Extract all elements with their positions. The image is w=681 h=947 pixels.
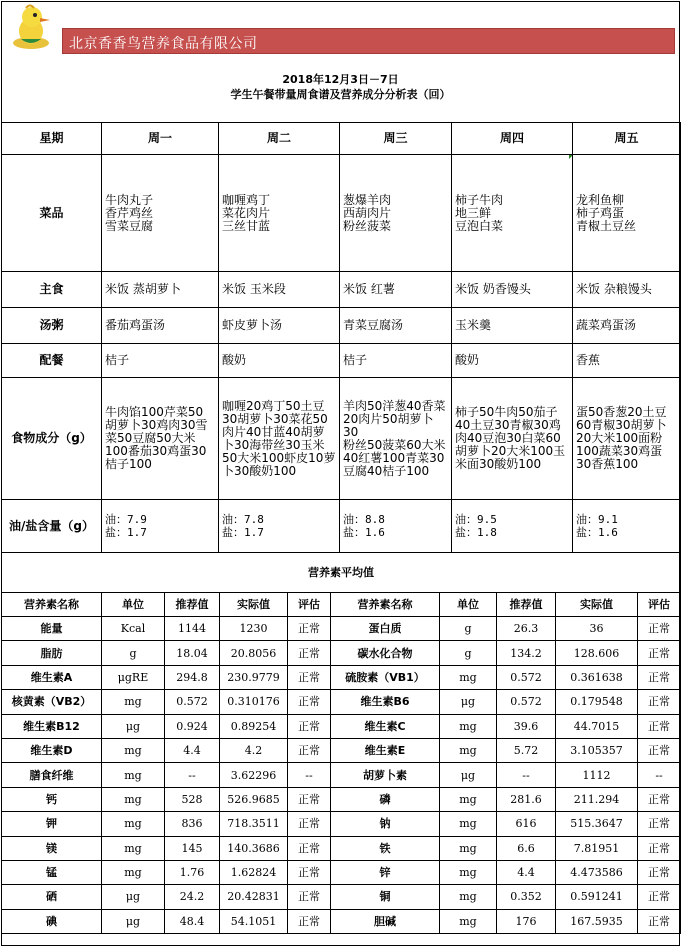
actual-value: 44.7015 xyxy=(556,714,638,738)
ingredient-line: 20大米100面粉 xyxy=(576,431,663,445)
nutrient-name: 能量 xyxy=(2,617,102,641)
actual-value: 4.2 xyxy=(220,738,288,762)
recommended-value: 4.4 xyxy=(165,738,220,762)
oil-salt-cell xyxy=(573,500,681,553)
nutrient-name: 碘 xyxy=(2,909,102,933)
actual-value: 128.606 xyxy=(556,641,638,665)
actual-value: 0.179548 xyxy=(556,690,638,714)
ingredient-line: 肉40豆泡30白菜60 xyxy=(455,431,561,445)
side-cell: 酸奶 xyxy=(452,344,573,378)
nutrient-name: 钙 xyxy=(2,787,102,811)
ingredient-line: 100番茄30鸡蛋30 xyxy=(105,444,207,458)
recommended-value: 0.924 xyxy=(165,714,220,738)
unit: μg xyxy=(102,885,165,909)
unit: mg xyxy=(102,836,165,860)
nutrition-row xyxy=(2,738,681,762)
dish-line: 咖喱鸡丁 xyxy=(222,192,271,207)
table-title: 学生午餐带量周食谱及营养成分分析表（回） xyxy=(230,88,451,101)
actual-value: 4.473586 xyxy=(556,860,638,884)
side-cell: 香蕉 xyxy=(573,344,681,378)
actual-value: 20.42831 xyxy=(220,885,288,909)
assessment: 正常 xyxy=(288,909,331,933)
nutrient-name: 硒 xyxy=(2,885,102,909)
row-label: 食物成分（g） xyxy=(2,378,102,500)
unit: mg xyxy=(102,738,165,762)
ingredient-line: 30香蕉100 xyxy=(576,457,639,471)
nutrient-name: 脂肪 xyxy=(2,641,102,665)
row-label: 汤粥 xyxy=(2,308,102,344)
oil-value: 油：8.8 xyxy=(343,513,385,526)
recommended-value: 281.6 xyxy=(497,787,556,811)
unit: mg xyxy=(440,909,497,933)
soup-cell: 蔬菜鸡蛋汤 xyxy=(573,308,681,344)
ingredient-line: 豆腐40桔子100 xyxy=(343,463,430,478)
unit: g xyxy=(440,617,497,641)
unit: mg xyxy=(440,812,497,836)
nutrition-row xyxy=(2,665,681,689)
header-cell: 周二 xyxy=(219,123,340,155)
nutrient-name: 蛋白质 xyxy=(331,617,440,641)
recommended-value: 616 xyxy=(497,812,556,836)
column-header: 推荐值 xyxy=(165,593,220,617)
nutrition-row xyxy=(2,860,681,884)
oil-salt-row xyxy=(2,500,681,553)
unit: Kcal xyxy=(102,617,165,641)
actual-value: 0.591241 xyxy=(556,885,638,909)
soup-cell: 玉米羹 xyxy=(452,308,573,344)
nutrient-name: 维生素D xyxy=(2,738,102,762)
date-range: 2018年12月3日－7日 xyxy=(282,73,399,86)
staple-cell: 米饭 玉米段 xyxy=(219,272,340,308)
column-header: 推荐值 xyxy=(497,593,556,617)
recommended-value: 176 xyxy=(497,909,556,933)
menu-table xyxy=(1,122,681,553)
dish-cell xyxy=(452,155,573,272)
assessment: 正常 xyxy=(638,665,681,689)
unit: mg xyxy=(102,690,165,714)
company-name: 北京香香鸟营养食品有限公司 xyxy=(69,36,258,52)
header-cell: 周四 xyxy=(452,123,573,155)
assessment: 正常 xyxy=(638,738,681,762)
dish-line: 豆泡白菜 xyxy=(455,218,504,233)
nutrient-name: 硫胺素（VB1） xyxy=(331,665,440,689)
row-label: 主食 xyxy=(2,272,102,308)
column-header: 实际值 xyxy=(220,593,288,617)
salt-value: 盐：1.8 xyxy=(455,526,497,539)
header-cell: 周五 xyxy=(573,123,681,155)
salt-value: 盐：1.7 xyxy=(222,526,264,539)
column-header: 营养素名称 xyxy=(331,593,440,617)
ingredient-line: 柿子50牛肉50茄子 xyxy=(455,405,558,419)
actual-value: 167.5935 xyxy=(556,909,638,933)
dish-line: 西葫肉片 xyxy=(343,205,392,220)
recommended-value: 6.6 xyxy=(497,836,556,860)
nutrition-row xyxy=(2,641,681,665)
ingredient-line: 牛肉馅100芹菜50 xyxy=(105,405,204,419)
unit: mg xyxy=(440,787,497,811)
unit: mg xyxy=(440,665,497,689)
recommended-value: 836 xyxy=(165,812,220,836)
recommended-value: 0.572 xyxy=(497,690,556,714)
header-cell: 星期 xyxy=(2,123,102,155)
nutrition-row xyxy=(2,836,681,860)
assessment: 正常 xyxy=(288,836,331,860)
unit: mg xyxy=(440,738,497,762)
dish-cell xyxy=(340,155,452,272)
ingredient-line: 菜50豆腐50大米 xyxy=(105,431,196,445)
recommended-value: -- xyxy=(165,763,220,787)
actual-value: 1.62824 xyxy=(220,860,288,884)
unit: mg xyxy=(102,860,165,884)
assessment: 正常 xyxy=(638,787,681,811)
unit: mg xyxy=(102,812,165,836)
ingredient-line: 30胡萝卜30菜花50 xyxy=(222,411,328,426)
dish-cell xyxy=(219,155,340,272)
unit: mg xyxy=(102,763,165,787)
ingredient-line: 胡萝卜20大米100玉 xyxy=(455,444,566,458)
nutrient-name: 维生素A xyxy=(2,665,102,689)
assessment: 正常 xyxy=(638,909,681,933)
recommended-value: 1144 xyxy=(165,617,220,641)
side-cell: 桔子 xyxy=(102,344,219,378)
ingredient-line: 肉片40甘蓝40胡萝 xyxy=(222,424,325,439)
nutrition-table xyxy=(1,552,681,934)
nutrient-name: 维生素E xyxy=(331,738,440,762)
unit: g xyxy=(440,641,497,665)
company-banner xyxy=(62,28,675,54)
ingredients-cell xyxy=(452,378,573,500)
actual-value: 140.3686 xyxy=(220,836,288,860)
nutrient-name: 镁 xyxy=(2,836,102,860)
assessment: 正常 xyxy=(288,690,331,714)
actual-value: 1230 xyxy=(220,617,288,641)
staple-row xyxy=(2,272,681,308)
oil-value: 油：9.5 xyxy=(455,513,497,526)
column-header: 评估 xyxy=(288,593,331,617)
actual-value: 7.81951 xyxy=(556,836,638,860)
soup-cell: 虾皮萝卜汤 xyxy=(219,308,340,344)
unit: μg xyxy=(440,763,497,787)
assessment: -- xyxy=(288,763,331,787)
assessment: 正常 xyxy=(288,665,331,689)
nutrient-name: 维生素B12 xyxy=(2,714,102,738)
dish-line: 香芹鸡丝 xyxy=(105,205,154,220)
ingredients-cell xyxy=(573,378,681,500)
staple-cell: 米饭 蒸胡萝卜 xyxy=(102,272,219,308)
nutrition-header-row xyxy=(2,593,681,617)
recommended-value: 0.572 xyxy=(165,690,220,714)
ingredient-line: 60青椒30胡萝卜 xyxy=(576,418,667,432)
nutrient-name: 胡萝卜素 xyxy=(331,763,440,787)
recommended-value: 0.572 xyxy=(497,665,556,689)
salt-value: 盐：1.6 xyxy=(343,526,385,539)
oil-salt-cell xyxy=(219,500,340,553)
assessment: -- xyxy=(638,763,681,787)
dish-line: 三丝甘蓝 xyxy=(222,218,271,233)
nutrient-name: 维生素B6 xyxy=(331,690,440,714)
ingredient-line: 咖喱20鸡丁50土豆 xyxy=(222,398,325,413)
oil-salt-cell xyxy=(340,500,452,553)
dish-line: 柿子鸡蛋 xyxy=(576,205,625,220)
actual-value: 3.62296 xyxy=(220,763,288,787)
dish-line: 雪菜豆腐 xyxy=(105,218,154,233)
nutrition-row xyxy=(2,763,681,787)
oil-value: 油：9.1 xyxy=(576,513,618,526)
column-header: 单位 xyxy=(102,593,165,617)
recommended-value: 24.2 xyxy=(165,885,220,909)
unit: μgRE xyxy=(102,665,165,689)
actual-value: 54.1051 xyxy=(220,909,288,933)
assessment: 正常 xyxy=(638,714,681,738)
unit: μg xyxy=(102,714,165,738)
dish-line: 粉丝菠菜 xyxy=(343,218,392,233)
column-header: 单位 xyxy=(440,593,497,617)
assessment: 正常 xyxy=(638,617,681,641)
recommended-value: 1.76 xyxy=(165,860,220,884)
ingredient-line: 粉丝50菠菜60大米 xyxy=(343,437,446,452)
assessment: 正常 xyxy=(638,690,681,714)
ingredient-line: 桔子100 xyxy=(105,457,152,471)
oil-salt-cell xyxy=(102,500,219,553)
nutrient-name: 锌 xyxy=(331,860,440,884)
recommended-value: 294.8 xyxy=(165,665,220,689)
soup-cell: 番茄鸡蛋汤 xyxy=(102,308,219,344)
nutrition-row xyxy=(2,787,681,811)
header xyxy=(2,2,679,62)
nutrition-row xyxy=(2,812,681,836)
recommended-value: 528 xyxy=(165,787,220,811)
side-row xyxy=(2,344,681,378)
recommended-value: 4.4 xyxy=(497,860,556,884)
oil-value: 油：7.9 xyxy=(105,513,147,526)
recommended-value: 26.3 xyxy=(497,617,556,641)
recommended-value: -- xyxy=(497,763,556,787)
recommended-value: 5.72 xyxy=(497,738,556,762)
unit: mg xyxy=(440,885,497,909)
unit: mg xyxy=(440,836,497,860)
assessment: 正常 xyxy=(288,885,331,909)
dish-line: 地三鲜 xyxy=(455,205,492,220)
recommended-value: 39.6 xyxy=(497,714,556,738)
actual-value: 0.361638 xyxy=(556,665,638,689)
header-cell: 周三 xyxy=(340,123,452,155)
ingredient-line: 卜30酸奶100 xyxy=(222,463,297,478)
nutrient-name: 钾 xyxy=(2,812,102,836)
dish-cell xyxy=(573,155,681,272)
assessment: 正常 xyxy=(638,885,681,909)
ingredient-line: 胡萝卜30鸡肉30雪 xyxy=(105,418,208,432)
actual-value: 718.3511 xyxy=(220,812,288,836)
salt-value: 盐：1.6 xyxy=(576,526,618,539)
ingredient-line: 40土豆30青椒30鸡 xyxy=(455,418,561,432)
nutrition-row xyxy=(2,909,681,933)
actual-value: 515.3647 xyxy=(556,812,638,836)
dish-line: 青椒土豆丝 xyxy=(576,218,637,233)
nutrition-rows xyxy=(2,617,681,934)
actual-value: 0.89254 xyxy=(220,714,288,738)
unit: mg xyxy=(440,714,497,738)
dishes-row xyxy=(2,155,681,272)
unit: μg xyxy=(440,690,497,714)
staple-cell: 米饭 红薯 xyxy=(340,272,452,308)
unit: g xyxy=(102,641,165,665)
dish-line: 牛肉丸子 xyxy=(105,192,154,207)
actual-value: 20.8056 xyxy=(220,641,288,665)
actual-value: 0.310176 xyxy=(220,690,288,714)
recommended-value: 18.04 xyxy=(165,641,220,665)
actual-value: 1112 xyxy=(556,763,638,787)
ingredient-line: 卜30海带丝30玉米 xyxy=(222,437,325,452)
row-label: 菜品 xyxy=(2,155,102,272)
column-header: 实际值 xyxy=(556,593,638,617)
actual-value: 526.9685 xyxy=(220,787,288,811)
nutrition-row xyxy=(2,885,681,909)
assessment: 正常 xyxy=(638,860,681,884)
unit: mg xyxy=(102,787,165,811)
ingredient-line: 羊肉50洋葱40香菜 xyxy=(343,398,446,413)
salt-value: 盐：1.7 xyxy=(105,526,147,539)
actual-value: 230.9779 xyxy=(220,665,288,689)
nutrient-name: 胆碱 xyxy=(331,909,440,933)
nutrition-row xyxy=(2,617,681,641)
nutrient-name: 磷 xyxy=(331,787,440,811)
nutrient-name: 铜 xyxy=(331,885,440,909)
nutrient-name: 碳水化合物 xyxy=(331,641,440,665)
nutrition-title-row xyxy=(2,553,681,593)
actual-value: 3.105357 xyxy=(556,738,638,762)
ingredient-line: 蛋50香葱20土豆 xyxy=(576,405,667,419)
nutrition-section-title: 营养素平均值 xyxy=(2,553,681,593)
side-cell: 桔子 xyxy=(340,344,452,378)
unit: μg xyxy=(102,909,165,933)
assessment: 正常 xyxy=(288,617,331,641)
ingredient-line: 100蔬菜30鸡蛋 xyxy=(576,444,663,458)
header-cell: 周一 xyxy=(102,123,219,155)
dish-line: 葱爆羊肉 xyxy=(343,192,392,207)
ingredients-cell xyxy=(102,378,219,500)
nutrition-row xyxy=(2,714,681,738)
row-label: 配餐 xyxy=(2,344,102,378)
ingredients-row xyxy=(2,378,681,500)
recommended-value: 134.2 xyxy=(497,641,556,665)
ingredient-line: 40红薯100青菜30 xyxy=(343,450,445,465)
ingredient-line: 米面30酸奶100 xyxy=(455,457,542,471)
ingredient-line: 20肉片50胡萝卜30 xyxy=(343,411,434,439)
assessment: 正常 xyxy=(288,812,331,836)
dish-cell xyxy=(102,155,219,272)
bird-logo-icon xyxy=(6,3,56,53)
unit: mg xyxy=(440,860,497,884)
nutrient-name: 维生素C xyxy=(331,714,440,738)
nutrient-name: 铁 xyxy=(331,836,440,860)
staple-cell: 米饭 奶香馒头 xyxy=(452,272,573,308)
staple-cell: 米饭 杂粮馒头 xyxy=(573,272,681,308)
assessment: 正常 xyxy=(288,787,331,811)
recommended-value: 0.352 xyxy=(497,885,556,909)
report-title xyxy=(2,72,679,102)
ingredient-line: 50大米100虾皮10萝 xyxy=(222,450,336,465)
row-label: 油/盐含量（g） xyxy=(2,500,102,553)
oil-salt-cell xyxy=(452,500,573,553)
assessment: 正常 xyxy=(288,860,331,884)
ingredients-cell xyxy=(340,378,452,500)
assessment: 正常 xyxy=(638,836,681,860)
assessment: 正常 xyxy=(288,714,331,738)
column-header: 营养素名称 xyxy=(2,593,102,617)
weekday-header-row xyxy=(2,123,681,155)
oil-value: 油：7.8 xyxy=(222,513,264,526)
recommended-value: 145 xyxy=(165,836,220,860)
assessment: 正常 xyxy=(638,641,681,665)
dish-line: 龙利鱼柳 xyxy=(576,192,625,207)
nutrient-name: 锰 xyxy=(2,860,102,884)
soup-cell: 青菜豆腐汤 xyxy=(340,308,452,344)
column-header: 评估 xyxy=(638,593,681,617)
nutrient-name: 核黄素（VB2） xyxy=(2,690,102,714)
actual-value: 36 xyxy=(556,617,638,641)
actual-value: 211.294 xyxy=(556,787,638,811)
nutrient-name: 钠 xyxy=(331,812,440,836)
assessment: 正常 xyxy=(288,738,331,762)
ingredients-cell xyxy=(219,378,340,500)
side-cell: 酸奶 xyxy=(219,344,340,378)
soup-row xyxy=(2,308,681,344)
dish-line: 菜花肉片 xyxy=(222,205,271,220)
assessment: 正常 xyxy=(288,641,331,665)
assessment: 正常 xyxy=(638,812,681,836)
recommended-value: 48.4 xyxy=(165,909,220,933)
dish-line: 柿子牛肉 xyxy=(455,192,504,207)
nutrient-name: 膳食纤维 xyxy=(2,763,102,787)
nutrition-row xyxy=(2,690,681,714)
